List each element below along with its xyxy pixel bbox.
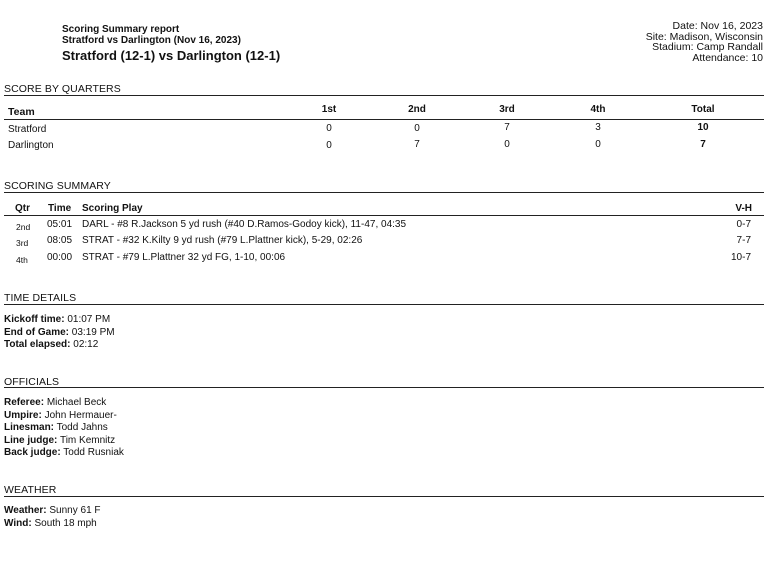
game-date: Date: Nov 16, 2023	[672, 20, 763, 32]
play-score: 7-7	[736, 235, 751, 246]
weather-list	[4, 505, 101, 530]
official-role: Linesman:	[4, 422, 55, 433]
official-name: Tim Kemnitz	[59, 434, 116, 446]
section-title-quarters: SCORE BY QUARTERS	[4, 83, 121, 95]
official-role: Umpire:	[4, 409, 42, 421]
score-q4: 3	[595, 122, 601, 133]
list-item	[4, 339, 115, 352]
score-q2: 7	[414, 139, 420, 150]
game-info	[646, 21, 763, 63]
divider	[4, 95, 764, 96]
col-play: Scoring Play	[82, 203, 143, 214]
game-attendance: Attendance: 10	[692, 51, 763, 64]
time-details-list	[4, 314, 115, 352]
col-q2: 2nd	[408, 104, 426, 115]
official-role: Referee:	[4, 397, 45, 408]
divider	[4, 119, 764, 120]
weather-value: Sunny 61 F	[49, 505, 101, 516]
score-q3: 7	[504, 122, 510, 133]
list-item	[4, 518, 101, 531]
section-title-time: TIME DETAILS	[4, 292, 77, 304]
matchup-title: Stratford (12-1) vs Darlington (12-1)	[62, 48, 281, 63]
col-vh: V-H	[735, 203, 752, 214]
list-item	[4, 327, 115, 340]
play-time: 08:05	[47, 235, 73, 246]
play-qtr: 4th	[16, 255, 28, 265]
official-name: John Hermauer-	[44, 409, 117, 421]
report-header	[62, 24, 280, 65]
section-title-weather: WEATHER	[4, 484, 57, 496]
team-name: Stratford	[8, 124, 47, 135]
game-site: Site: Madison, Wisconsin	[645, 30, 763, 43]
divider	[4, 304, 764, 305]
list-item	[4, 422, 124, 435]
col-team: Team	[8, 106, 35, 118]
list-item	[4, 397, 124, 410]
weather-label: Wind:	[4, 517, 32, 529]
divider	[4, 215, 764, 216]
detail-label: Total elapsed:	[4, 339, 71, 350]
play-qtr: 2nd	[16, 222, 31, 232]
detail-value: 03:19 PM	[71, 326, 115, 338]
official-name: Todd Rusniak	[63, 447, 124, 458]
official-role: Line judge:	[4, 434, 58, 446]
score-q3: 0	[504, 139, 510, 150]
official-name: Todd Jahns	[56, 422, 108, 433]
col-q3: 3rd	[499, 104, 515, 115]
section-title-officials: OFFICIALS	[4, 376, 60, 388]
play-desc: STRAT - #32 K.Kilty 9 yd rush (#79 L.Plattner kick), 5-29, 02:26	[82, 235, 363, 246]
team-name: Darlington	[8, 140, 54, 151]
col-qtr: Qtr	[15, 203, 30, 214]
score-total: 10	[697, 122, 709, 133]
section-title-scoring: SCORING SUMMARY	[4, 180, 111, 192]
play-time: 05:01	[47, 219, 73, 230]
score-q1: 0	[326, 140, 332, 151]
weather-value: South 18 mph	[34, 517, 97, 529]
detail-label: Kickoff time:	[4, 314, 65, 325]
score-q2: 0	[414, 123, 420, 134]
score-q1: 0	[326, 123, 332, 134]
detail-label: End of Game:	[4, 326, 70, 338]
report-subtitle: Stratford vs Darlington (Nov 16, 2023)	[62, 35, 241, 46]
col-q1: 1st	[321, 104, 337, 115]
list-item	[4, 435, 124, 448]
col-total: Total	[691, 104, 715, 115]
play-score: 10-7	[730, 252, 751, 263]
detail-value: 01:07 PM	[67, 314, 111, 325]
divider	[4, 192, 764, 193]
report-title: Scoring Summary report	[62, 24, 180, 35]
col-time: Time	[48, 203, 72, 214]
official-name: Michael Beck	[46, 397, 107, 408]
score-q4: 0	[595, 139, 601, 150]
col-q4: 4th	[590, 104, 606, 115]
divider	[4, 387, 764, 388]
score-total: 7	[700, 139, 706, 150]
divider	[4, 496, 764, 497]
detail-value: 02:12	[73, 339, 99, 350]
weather-label: Weather:	[4, 505, 47, 516]
play-desc: DARL - #8 R.Jackson 5 yd rush (#40 D.Ramos-Godoy kick), 11-47, 04:35	[82, 219, 407, 230]
play-qtr: 3rd	[16, 238, 29, 248]
list-item	[4, 447, 124, 460]
list-item	[4, 410, 124, 423]
list-item	[4, 505, 101, 518]
list-item	[4, 314, 115, 327]
play-score: 0-7	[736, 219, 751, 230]
play-desc: STRAT - #79 L.Plattner 32 yd FG, 1-10, 00:06	[82, 252, 286, 263]
officials-list	[4, 397, 124, 460]
play-time: 00:00	[47, 252, 73, 263]
game-stadium: Stadium: Camp Randall	[652, 41, 763, 53]
official-role: Back judge:	[4, 447, 61, 458]
